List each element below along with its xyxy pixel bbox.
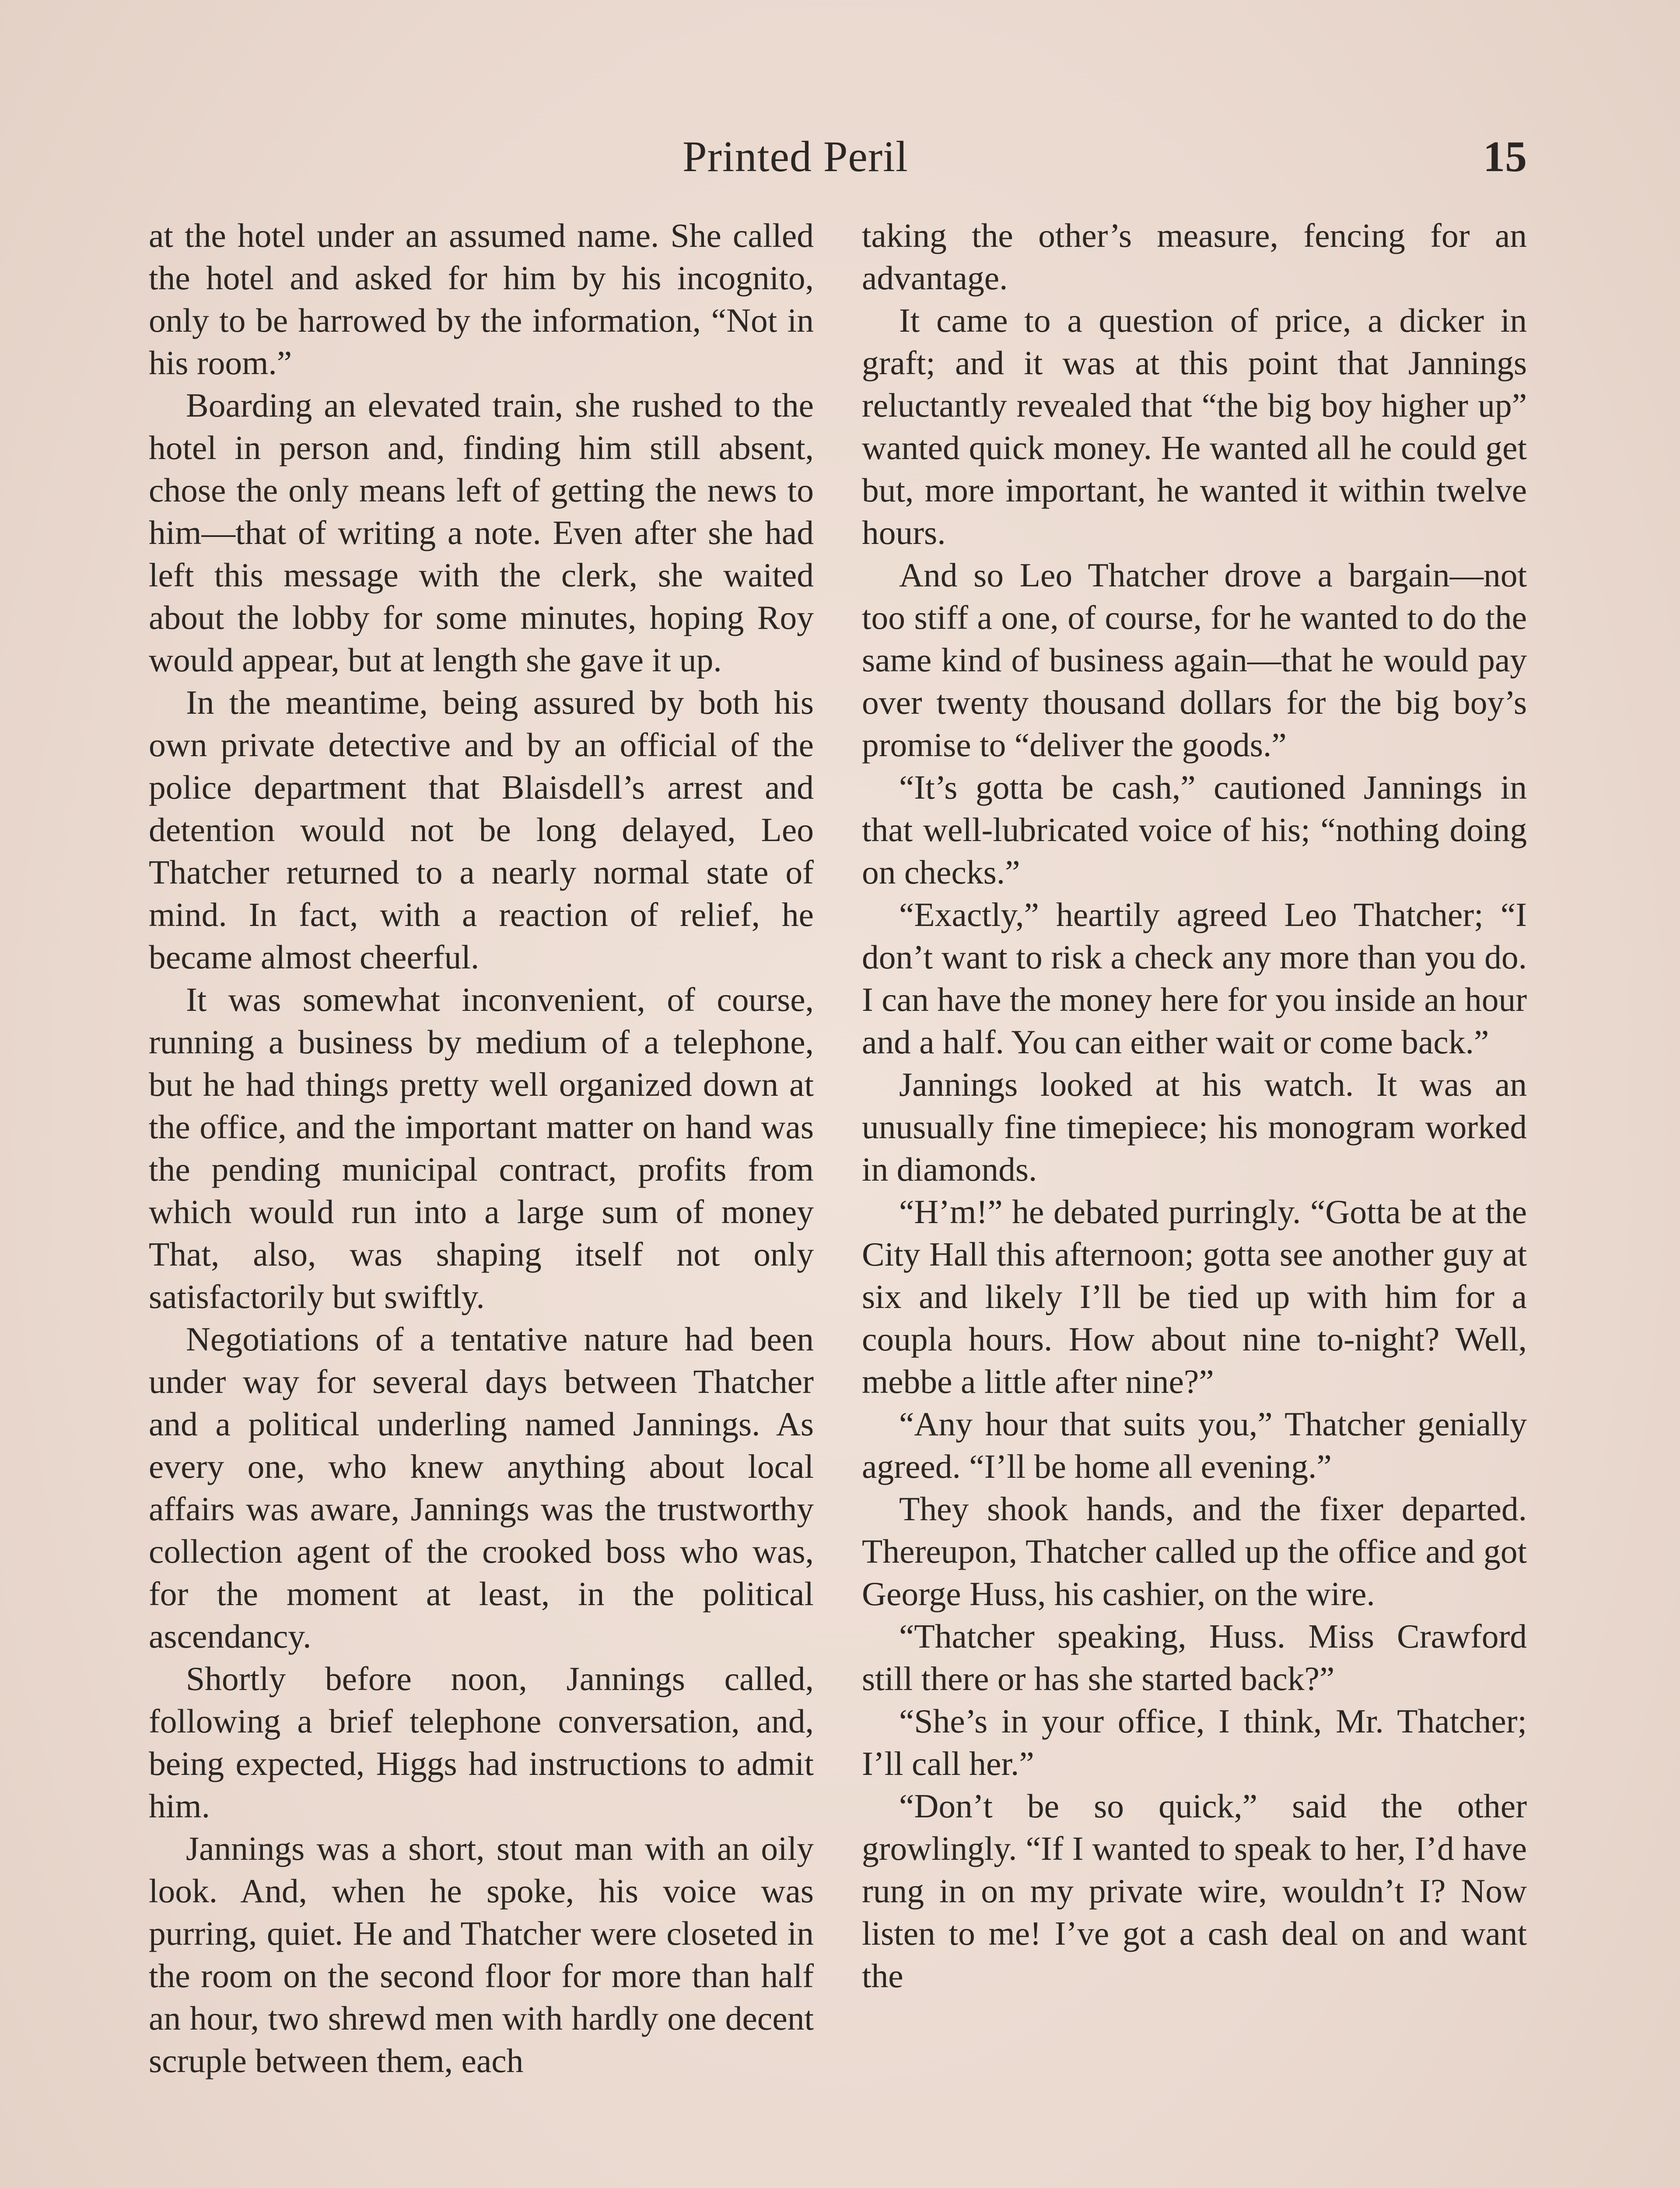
paragraph: Jannings was a short, stout man with an oily look. And, when he spoke, his voice was purring, quiet. He and Thatcher were closeted in the room on the second floor for more than half an hour, two shrewd men with hardly one decent scruple between them, each — [149, 1830, 814, 2079]
paragraph: And so Leo Thatcher drove a bargain—not too stiff a one, of course, for he wanted to do the same kind of business again—that he would pay over twenty thousand dollars for the big boy’s promise to “deliver the goods.” — [862, 556, 1527, 764]
paragraph: at the hotel under an assumed name. She called the hotel and asked for him by his incognito, only to be harrowed by the information, “Not in his room.” — [149, 217, 814, 382]
running-header-title: Printed Peril — [682, 132, 908, 181]
paragraph: “She’s in your office, I think, Mr. Thatcher; I’ll call her.” — [862, 1702, 1527, 1782]
paragraph: Boarding an elevated train, she rushed to the hotel in person and, finding him still absent, chose the only means left of getting the news to him—that of writing a note. Even after she had left this message with the clerk, she waited about the lobby for some minutes, hoping Roy would appear, but at length she gave it up. — [149, 386, 814, 679]
page-number: 15 — [1483, 132, 1527, 181]
paragraph: Shortly before noon, Jannings called, following a brief telephone conversation, and, being expected, Higgs had instructions to admit him. — [149, 1660, 814, 1825]
paragraph: taking the other’s measure, fencing for an advantage. — [862, 217, 1527, 297]
paragraph: They shook hands, and the fixer departed. Thereupon, Thatcher called up the office and got George Huss, his cashier, on the wire. — [862, 1490, 1527, 1613]
paragraph: “Any hour that suits you,” Thatcher genially agreed. “I’ll be home all evening.” — [862, 1405, 1527, 1485]
paragraph: It was somewhat inconvenient, of course, running a business by medium of a telephone, but he had things pretty well organized down at the office, and the important matter on hand was the pending municipal contract, profits from which would run into a large sum of money That, also, was shaping itself not only satisfactorily but swiftly. — [149, 981, 814, 1315]
paragraph: “Exactly,” heartily agreed Leo Thatcher; “I don’t want to risk a check any more than you do. I can have the money here for you inside an hour and a half. You can either wait or come back.” — [862, 896, 1527, 1061]
paragraph: In the meantime, being assured by both his own private detective and by an official of the police department that Blaisdell’s arrest and detention would not be long delayed, Leo Thatcher returned to a nearly normal state of mind. In fact, with a reaction of relief, he became almost cheerful. — [149, 684, 814, 976]
paragraph: Negotiations of a tentative nature had been under way for several days between Thatcher and a political underling named Jannings. As every one, who knew anything about local affairs was aware, Jannings was the trustworthy collection agent of the crooked boss who was, for the moment at least, in the political ascendancy. — [149, 1320, 814, 1655]
paragraph: “H’m!” he debated purringly. “Gotta be at the City Hall this afternoon; gotta see another guy at six and likely I’ll be tied up with him for a coupla hours. How about nine to-night? Well, mebbe a little after nine?” — [862, 1193, 1527, 1400]
paragraph: Jannings looked at his watch. It was an unusually fine timepiece; his monogram worked in diamonds. — [862, 1066, 1527, 1188]
paragraph: It came to a question of price, a dicker in graft; and it was at this point that Jannings reluctantly revealed that “the big boy higher up” wanted quick money. He wanted all he could get but, more important, he wanted it within twelve hours. — [862, 302, 1527, 551]
paragraph: “Thatcher speaking, Huss. Miss Crawford still there or has she started back?” — [862, 1617, 1527, 1697]
left-text-column — [149, 214, 814, 2082]
paragraph: “Don’t be so quick,” said the other growlingly. “If I wanted to speak to her, I’d have rung in on my private wire, wouldn’t I? Now listen to me! I’ve got a cash deal on and want the — [862, 1787, 1527, 1995]
right-text-column — [862, 214, 1527, 1997]
paragraph: “It’s gotta be cash,” cautioned Jannings in that well-lubricated voice of his; “nothing doing on checks.” — [862, 768, 1527, 891]
